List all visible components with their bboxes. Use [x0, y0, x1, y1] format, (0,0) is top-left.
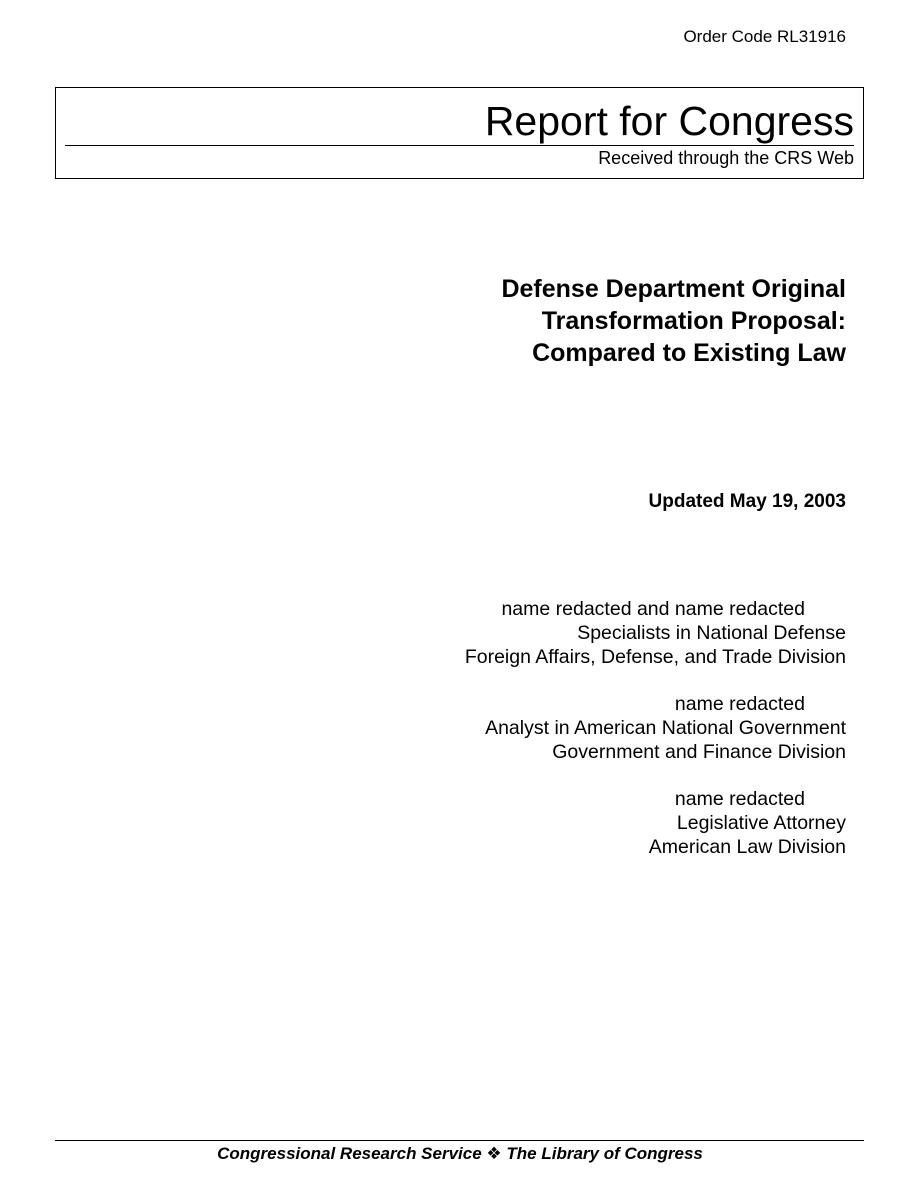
author-title: Specialists in National Defense — [577, 622, 846, 644]
report-title: Report for Congress — [484, 98, 854, 144]
footer-loc: The Library of Congress — [506, 1144, 703, 1163]
author-division: Government and Finance Division — [552, 741, 846, 763]
author-block — [649, 787, 846, 859]
author-division: American Law Division — [648, 836, 846, 858]
author-block — [465, 597, 846, 669]
order-code: Order Code RL31916 — [683, 27, 846, 46]
document-title-line: Defense Department Original — [501, 275, 846, 303]
document-title-line: Transformation Proposal: — [541, 307, 846, 335]
footer-crs: Congressional Research Service — [217, 1144, 482, 1163]
document-title-line: Compared to Existing Law — [532, 339, 846, 367]
author-name: name redacted — [674, 788, 805, 810]
author-name: name redacted and name redacted — [501, 598, 805, 620]
diamond-separator-icon: ❖ — [486, 1144, 502, 1163]
report-divider — [65, 145, 854, 146]
footer — [0, 1143, 920, 1165]
author-title: Legislative Attorney — [676, 812, 846, 834]
footer-divider — [55, 1140, 864, 1141]
document-title — [501, 273, 846, 369]
report-header-box — [55, 87, 864, 179]
author-title: Analyst in American National Government — [485, 717, 846, 739]
report-subtitle: Received through the CRS Web — [598, 148, 854, 168]
author-name: name redacted — [674, 693, 805, 715]
updated-date: Updated May 19, 2003 — [648, 491, 846, 512]
author-division: Foreign Affairs, Defense, and Trade Division — [464, 646, 846, 668]
author-block — [485, 692, 846, 764]
